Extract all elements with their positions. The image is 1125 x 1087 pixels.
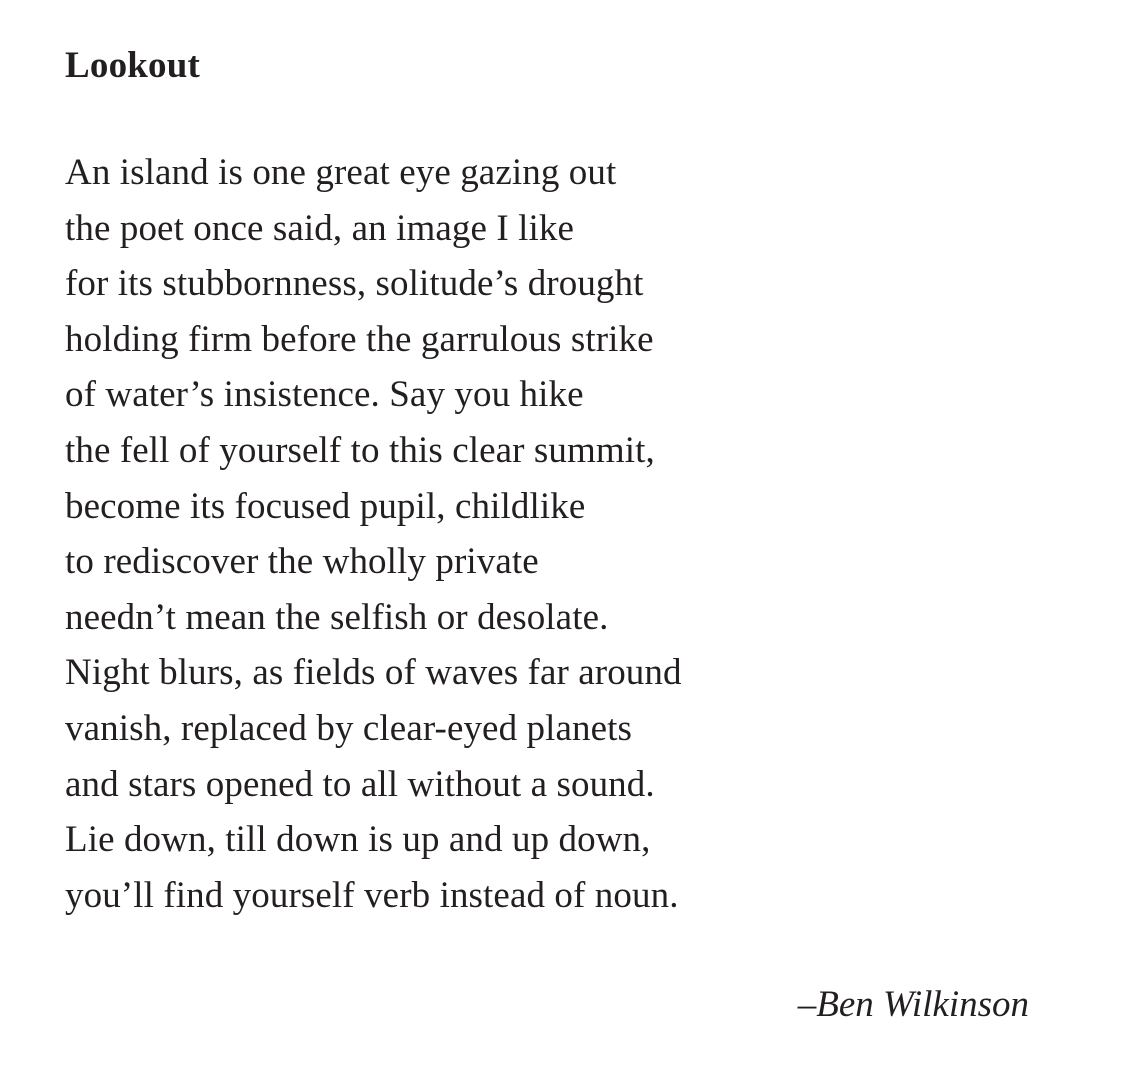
poem-line: you’ll find yourself verb instead of noun. (65, 874, 679, 916)
poem-title: Lookout (65, 45, 201, 86)
poem-line: become its focused pupil, childlike (65, 485, 586, 527)
poem-body (65, 145, 682, 923)
poem-line: the fell of yourself to this clear summit, (65, 429, 655, 471)
poem-line: for its stubbornness, solitude’s drought (65, 263, 644, 305)
poem-line: the poet once said, an image I like (65, 207, 574, 249)
poem-line: holding firm before the garrulous strike (65, 318, 654, 360)
poem-line: vanish, replaced by clear-eyed planets (65, 707, 633, 749)
poem-line: of water’s insistence. Say you hike (65, 374, 584, 416)
poem-attribution: –Ben Wilkinson (797, 984, 1029, 1025)
poem-line: needn’t mean the selfish or desolate. (65, 596, 609, 638)
poem-line: and stars opened to all without a sound. (65, 763, 655, 805)
poem-line: An island is one great eye gazing out (65, 152, 617, 193)
poem-line: Night blurs, as fields of waves far around (65, 652, 682, 694)
poem-line: to rediscover the wholly private (65, 541, 539, 583)
poem-line: Lie down, till down is up and up down, (65, 819, 651, 861)
